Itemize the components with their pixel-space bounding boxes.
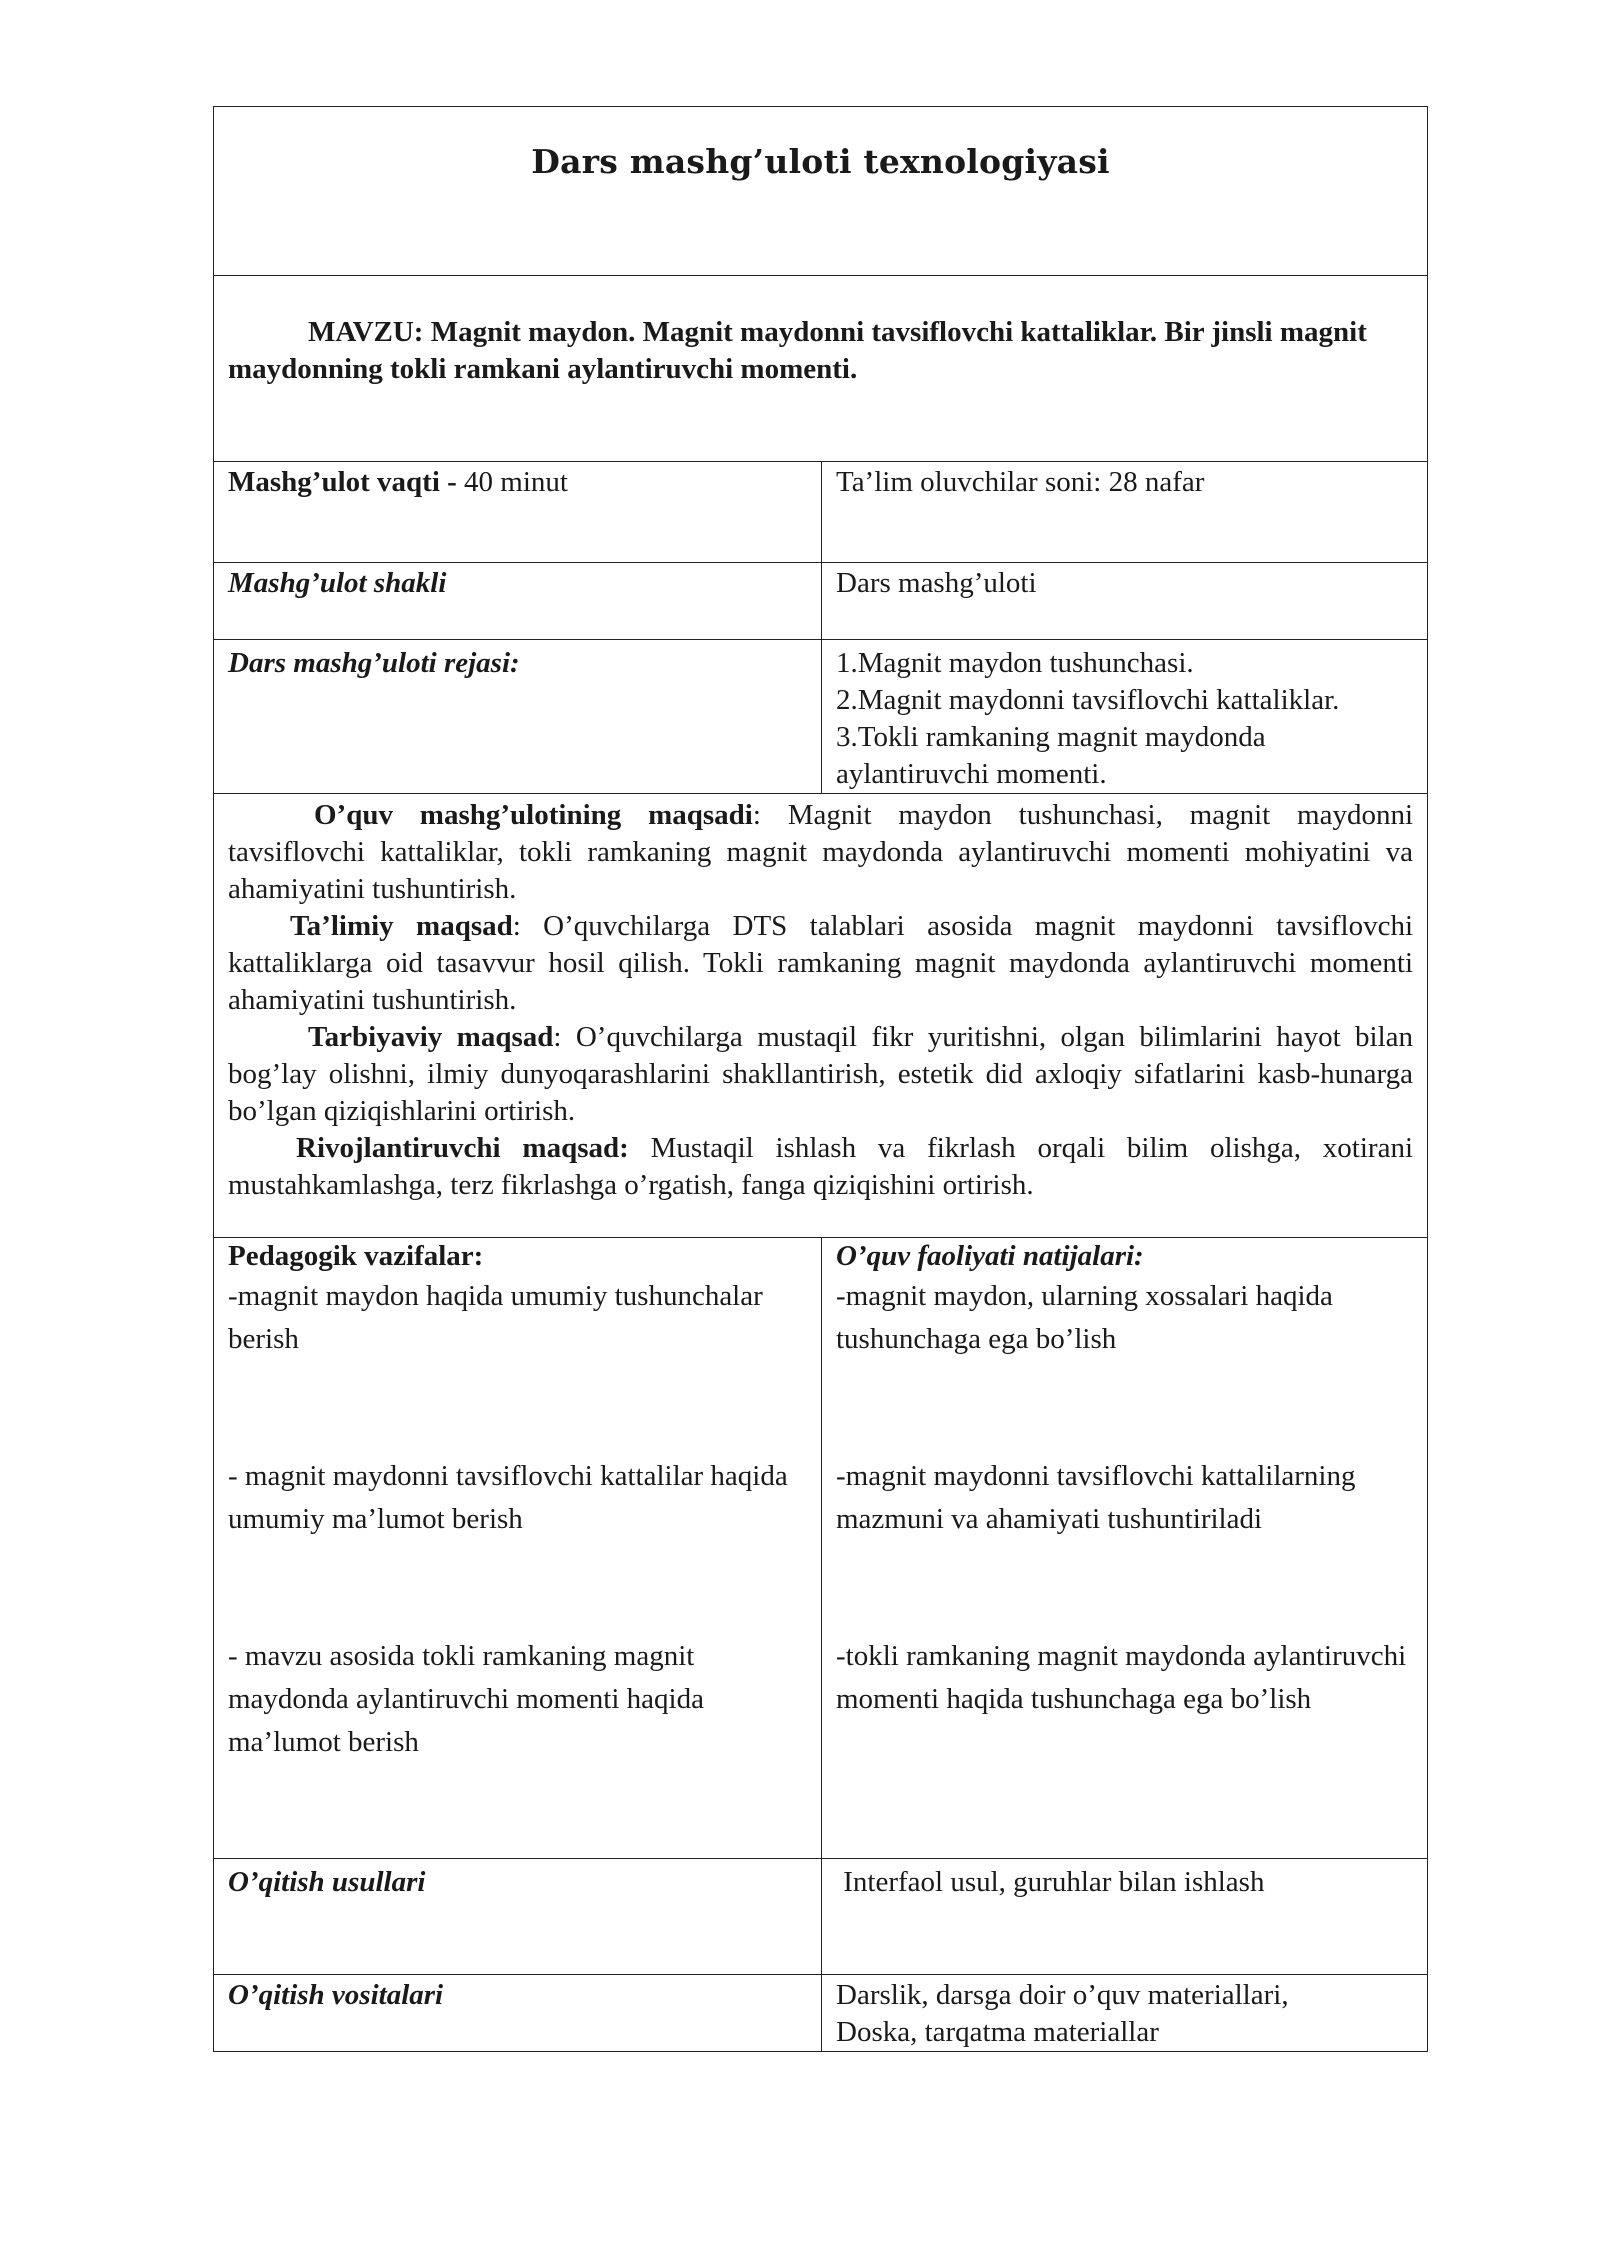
tasks-results-row	[214, 1238, 1428, 1859]
learning-results-cell	[822, 1238, 1428, 1859]
tools-label: O’qitish vositalari	[228, 1979, 444, 2011]
lesson-plan-document	[213, 106, 1427, 2052]
plan-row	[214, 640, 1428, 794]
methods-label: O’qitish usullari	[228, 1866, 426, 1898]
task-item: -magnit maydon haqida umumiy tushunchalar berish	[228, 1280, 763, 1355]
time-cell	[214, 462, 822, 563]
title-row	[214, 107, 1428, 276]
pedagogical-tasks-cell	[214, 1238, 822, 1859]
tasks-label: Pedagogik vazifalar:	[228, 1240, 484, 1272]
main-goal: O’quv mashg’ulotining maqsadi: Magnit maydon tushunchasi, magnit maydonni tavsiflovchi kattaliklar, tokli ramkaning magnit maydonda aylantiruvchi momenti mohiyatini va ahamiyatini tushuntirish.	[228, 799, 1414, 905]
page-title: Dars mashg’uloti texnologiyasi	[531, 142, 1110, 181]
result-item: -tokli ramkaning magnit maydonda aylantiruvchi momenti haqida tushunchaga ega bo’lish	[836, 1640, 1407, 1715]
time-value: 40 minut	[456, 466, 568, 498]
upbringing-goal: Tarbiyaviy maqsad: O’quvchilarga mustaqil fikr yuritishni, olgan bilimlarini hayot bilan bog’lay olishni, ilmiy dunyoqarashlarini shakllantirish, estetik did axloqiy sifatlarini kasb-hunarga bo’lgan qiziqishlarini ortirish.	[228, 1021, 1414, 1127]
tools-row	[214, 1975, 1428, 2052]
plan-item: 2.Magnit maydonni tavsiflovchi kattaliklar.	[836, 684, 1340, 716]
lesson-plan-table	[213, 106, 1428, 2052]
methods-value: Interfaol usul, guruhlar bilan ishlash	[836, 1866, 1265, 1898]
plan-label: Dars mashg’uloti rejasi:	[228, 647, 520, 679]
plan-item: 1.Magnit maydon tushunchasi.	[836, 647, 1194, 679]
students-cell	[822, 462, 1428, 563]
goals-row	[214, 794, 1428, 1238]
topic-row	[214, 276, 1428, 462]
topic-text: MAVZU: Magnit maydon. Magnit maydonni tavsiflovchi kattaliklar. Bir jinsli magnit maydonning tokli ramkani aylantiruvchi momenti.	[228, 316, 1367, 385]
time-row	[214, 462, 1428, 563]
tools-line: Doska, tarqatma materiallar	[836, 2016, 1159, 2048]
result-item: -magnit maydonni tavsiflovchi kattalilarning mazmuni va ahamiyati tushuntiriladi	[836, 1460, 1356, 1535]
form-value: Dars mashg’uloti	[836, 567, 1037, 599]
educational-goal: Ta’limiy maqsad: O’quvchilarga DTS talablari asosida magnit maydonni tavsiflovchi kattaliklarga oid tasavvur hosil qilish. Tokli ramkaning magnit maydonda aylantiruvchi momenti ahamiyatini tushuntirish.	[228, 910, 1414, 1016]
result-item: -magnit maydon, ularning xossalari haqida tushunchaga ega bo’lish	[836, 1280, 1333, 1355]
plan-item: 3.Tokli ramkaning magnit maydonda aylantiruvchi momenti.	[836, 721, 1266, 790]
results-label: O’quv faoliyati natijalari:	[836, 1240, 1144, 1272]
methods-row	[214, 1859, 1428, 1975]
developmental-goal: Rivojlantiruvchi maqsad: Mustaqil ishlash va fikrlash orqali bilim olishga, xotirani mustahkamlashga, terz fikrlashga o’rgatish, fanga qiziqishini ortirish.	[228, 1132, 1414, 1201]
task-item: - mavzu asosida tokli ramkaning magnit maydonda aylantiruvchi momenti haqida ma’lumot berish	[228, 1640, 704, 1758]
time-label: Mashg’ulot vaqti -	[228, 466, 457, 498]
students-count: Ta’lim oluvchilar soni: 28 nafar	[836, 466, 1205, 498]
tools-line: Darslik, darsga doir o’quv materiallari,	[836, 1979, 1289, 2011]
task-item: - magnit maydonni tavsiflovchi kattalilar haqida umumiy ma’lumot berish	[228, 1460, 788, 1535]
form-row	[214, 563, 1428, 640]
form-label: Mashg’ulot shakli	[228, 567, 447, 599]
